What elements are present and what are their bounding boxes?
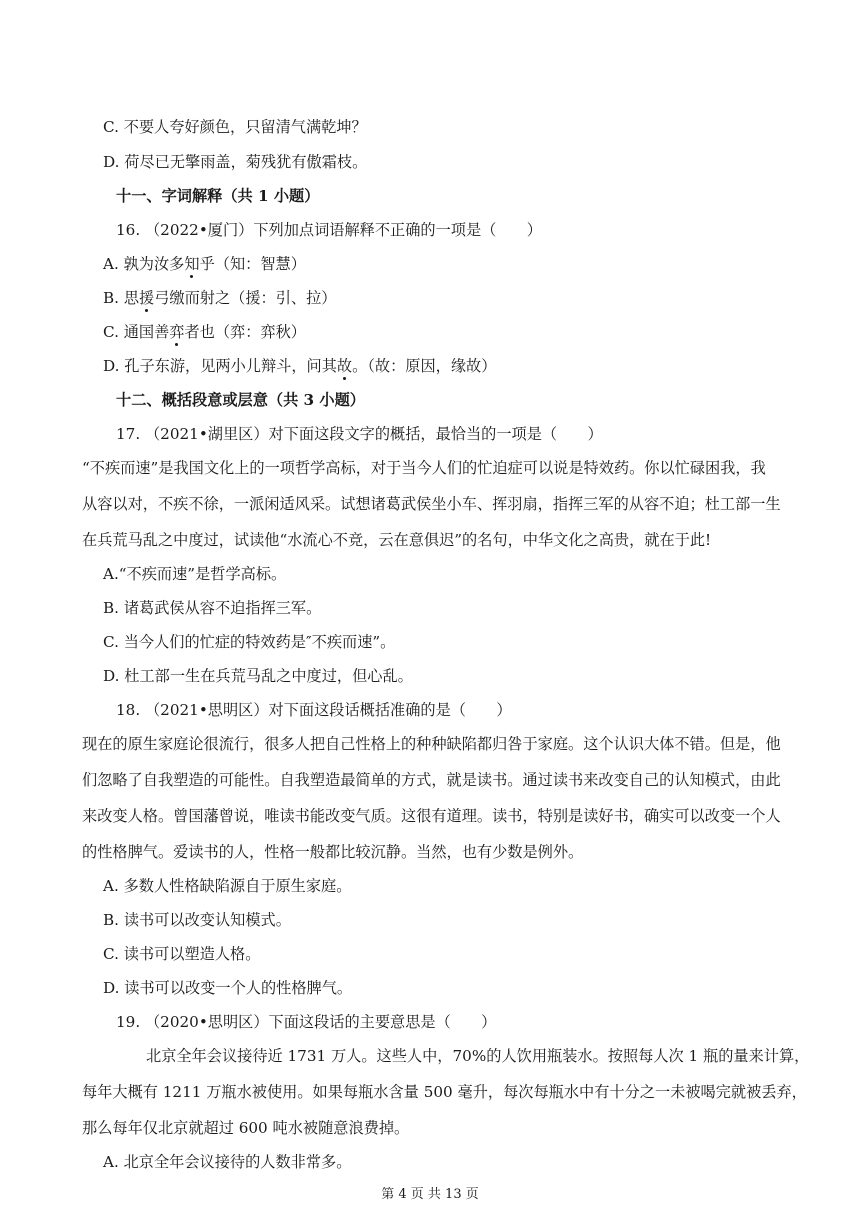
q18-passage-line: 的性格脾气。爱读书的人，性格一般都比较沉静。当然，也有少数是例外。: [82, 843, 584, 861]
q18-passage-line: 现在的原生家庭论很流行，很多人把自己性格上的种种缺陷都归咎于家庭。这个认识大体不错。但是，他: [82, 735, 781, 753]
q17-passage-line: 在兵荒马乱之中度过，试读他“水流心不竞，云在意俱迟”的名句，中华文化之高贵，就在于此!: [82, 531, 712, 549]
option-text: 。（故：原因，缘故）: [352, 357, 497, 375]
q19-passage-line: 那么每年仅北京就超过 600 吨水被随意浪费掉。: [82, 1119, 410, 1137]
page-footer: 第 4 页 共 13 页: [381, 1187, 479, 1202]
q18-option-b: B. 读书可以改变认知模式。: [103, 911, 291, 929]
dotted-word: 故: [336, 357, 353, 375]
q18-stem: 18. （2021•思明区）对下面这段话概括准确的是（ ）: [116, 701, 512, 719]
q16-stem: 16. （2022•厦门）下列加点词语解释不正确的一项是（ ）: [116, 221, 542, 239]
dotted-word: 弈: [169, 323, 185, 341]
q19-option-a: A. 北京全年会议接待的人数非常多。: [103, 1153, 352, 1171]
q16-option-b: [103, 288, 336, 308]
option-text: D. 孔子东游，见两小儿辩斗，问其: [103, 357, 337, 375]
dotted-word: 援: [139, 289, 155, 307]
q17-option-a: A.“不疾而速”是哲学高标。: [103, 565, 287, 583]
q19-stem: 19. （2020•思明区）下面这段话的主要意思是（ ）: [116, 1013, 497, 1031]
q18-option-d: D. 读书可以改变一个人的性格脾气。: [103, 979, 353, 997]
q16-option-c: [103, 322, 306, 342]
q18-option-a: A. 多数人性格缺陷源自于原生家庭。: [103, 877, 352, 895]
q17-option-d: D. 杜工部一生在兵荒马乱之中度过，但心乱。: [103, 667, 413, 685]
q16-option-a: [103, 254, 306, 274]
option-text: C. 通国善: [103, 323, 170, 341]
q19-passage-line: 北京全年会议接待近 1731 万人。这些人中，70%的人饮用瓶装水。按照每人次 1 瓶的量来计算，: [146, 1047, 810, 1065]
option-text: 者也（弈：弈秋）: [184, 323, 306, 341]
q18-option-c: C. 读书可以塑造人格。: [103, 945, 261, 963]
option-text: 乎（知：智慧）: [199, 255, 306, 273]
option-text: A. 孰为汝多: [103, 255, 185, 273]
q17-option-b: B. 诸葛武侯从容不迫指挥三军。: [103, 599, 322, 617]
q16-option-d: [103, 356, 496, 376]
dotted-word: 知: [184, 255, 200, 273]
q18-passage-line: 们忽略了自我塑造的可能性。自我塑造最简单的方式，就是读书。通过读书来改变自己的认知模式，由此: [82, 771, 781, 789]
q17-passage-line: 从容以对，不疾不徐，一派闲适风采。试想诸葛武侯坐小车、挥羽扇，指挥三军的从容不迫；杜工部一生: [82, 495, 781, 513]
option-text: B. 思: [103, 289, 140, 307]
section-11-title: 十一、字词解释（共 1 小题）: [116, 187, 320, 205]
q19-passage-line: 每年大概有 1211 万瓶水被使用。如果每瓶水含量 500 毫升，每次每瓶水中有十分之一未被喝完就被丢弃，: [82, 1083, 807, 1101]
q15-option-d: D. 荷尽已无擎雨盖，菊残犹有傲霜枝。: [103, 153, 368, 171]
q17-passage-line: “不疾而速”是我国文化上的一项哲学高标，对于当今人们的忙迫症可以说是特效药。你以忙碌困我，我: [82, 459, 766, 477]
q17-option-c: C. 当今人们的忙症的特效药是″不疾而速”。: [103, 633, 396, 651]
q18-passage-line: 来改变人格。曾国藩曾说，唯读书能改变气质。这很有道理。读书，特别是读好书，确实可以改变一个人: [82, 807, 781, 825]
section-12-title: 十二、概括段意或层意（共 3 小题）: [116, 391, 365, 409]
q17-stem: 17. （2021•湖里区）对下面这段文字的概括，最恰当的一项是（ ）: [116, 425, 603, 443]
q15-option-c: C. 不要人夸好颜色，只留清气满乾坤？: [103, 118, 367, 136]
option-text: 弓缴而射之（援：引、拉）: [154, 289, 337, 307]
